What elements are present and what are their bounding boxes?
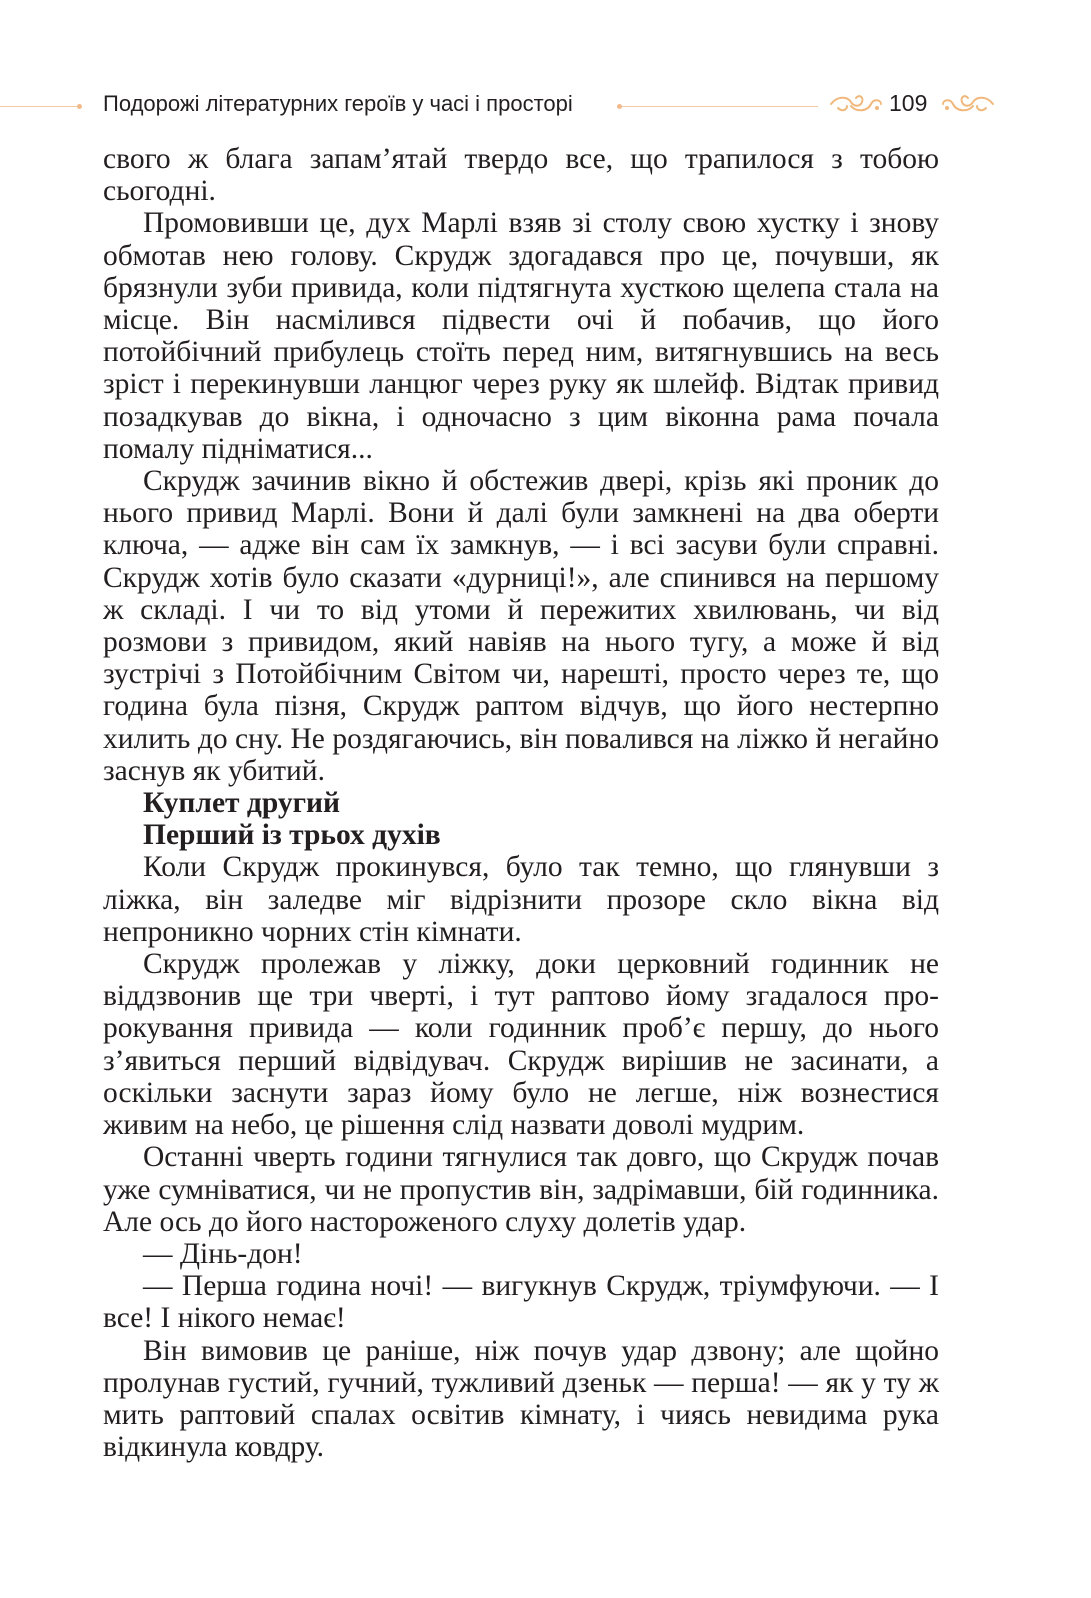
page-number: 109 — [889, 90, 928, 116]
paragraph-continued: свого ж блага запам’ятай твердо все, що трапилося з тобою сьогодні. — [103, 143, 939, 208]
paragraph: Останні чверть години тягнулися так довго, що Скрудж почав уже сумніватися, чи не пропустив він, задрімавши, бій годинника. Але ось до його настороженого слуху долетів удар. — [103, 1141, 939, 1238]
header-rule-left — [0, 106, 77, 107]
dialogue-line: — Дінь-дон! — [143, 1237, 303, 1270]
paragraph: Коли Скрудж прокинувся, було так темно, що глянувши з ліжка, він заледве міг відрізнити прозоре скло вікна від непроникно чорних стін кімнати. — [103, 851, 939, 948]
paragraph: Він вимовив це раніше, ніж почув удар дзвону; але щойно пролунав густий, гучний, тужливий дзеньк — перша! — як у ту ж мить раптовий спалах освітив кімнату, і чиясь невидима рука відкинула ковдру. — [103, 1334, 939, 1464]
page-body — [103, 143, 939, 1463]
paragraph: Скрудж пролежав у ліжку, доки церковний годинник не віддзвонив ще три чверті, і тут раптово йому згадалося пророкування привида — коли годинник проб’є першу, до нього з’явиться перший відвідувач. Скрудж вирішив не засинати, а оскільки заснути зараз йому було не легше, ніж вознестися живим на небо, це рішення слід назвати доволі мудрим. — [103, 948, 939, 1142]
chapter-heading: Куплет другий — [143, 787, 340, 820]
paragraph: Промовивши це, дух Марлі взяв зі столу свою хустку і знову обмотав нею голову. Скрудж здогадався про це, почувши, як брязнули зуби привида, коли підтягнута хусткою щелепа стала на місце. Він насмілився підвести очі й побачив, що його потойбічний прибулець стоїть перед ним, витягнувшись на весь зріст і перекинувши ланцюг через руку як шлейф. Відтак привид позадкував до вікна, і одночасно з цим віконна рама почала помалу підніматися... — [103, 207, 939, 465]
header-title: Подорожі літературних героїв у часі і просторі — [103, 91, 573, 116]
chapter-subheading: Перший із трьох духів — [143, 819, 441, 852]
ornament-left-icon — [829, 90, 883, 123]
running-header — [0, 86, 1091, 130]
header-rule-mid — [622, 106, 818, 107]
ornament-right-icon — [941, 90, 995, 123]
header-dot-left — [77, 104, 82, 109]
dialogue-line: — Перша година ночі! — вигукнув Скрудж, тріумфуючи. — І все! І нікого немає! — [103, 1270, 939, 1335]
paragraph: Скрудж зачинив вікно й обстежив двері, крізь які проник до нього привид Марлі. Вони й далі були замкнені на два оберти ключа, — адже він сам їх замкнув, — і всі засуви були справні. Скрудж хотів було сказати «дурниці!», але спинився на першому ж складі. І чи то від утоми й пережитих хвилювань, чи від розмови з привидом, який навіяв на нього тугу, а може й від зустрічі з Потойбічним Світом чи, нарешті, просто через те, що година була пізня, Скрудж раптом відчув, що його нестерпно хилить до сну. Не роздягаючись, він повалився на ліжко й негайно заснув як убитий. — [103, 465, 939, 787]
